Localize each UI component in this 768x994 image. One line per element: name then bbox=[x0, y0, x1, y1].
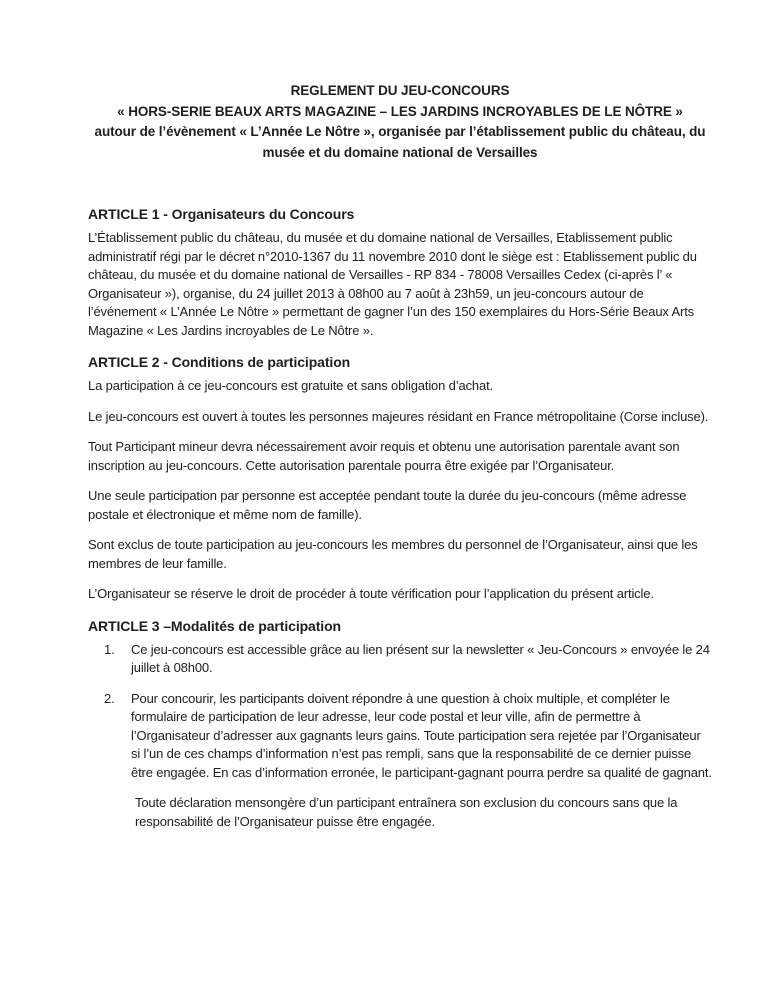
section-content bbox=[88, 229, 712, 340]
article-section-1 bbox=[88, 204, 712, 340]
paragraph: L’Organisateur se réserve le droit de procéder à toute vérification pour l’application du présent article. bbox=[88, 586, 654, 601]
article-section-2 bbox=[88, 352, 712, 604]
list-item-text: Pour concourir, les participants doivent répondre à une question à choix multiple, et compléter le formulaire de participation de leur adresse, leur code postal et leur ville, afin de permettre à l’Organisateur d’adresser aux gagnants leurs gains. Toute participation sera rejetée par l’Organisateur si l’un de ces champs d’information n’est pas rempli, sans que la responsabilité de ce dernier puisse être engagée. En cas d’information erronée, le participant-gagnant pourra perdre sa qualité de gagnant. bbox=[131, 690, 712, 780]
list-item-number: 2. bbox=[104, 690, 115, 706]
list-item bbox=[88, 690, 712, 783]
section-heading: ARTICLE 1 - Organisateurs du Concours bbox=[88, 206, 355, 222]
document-body bbox=[88, 204, 712, 831]
list-item-number: 1. bbox=[104, 641, 115, 657]
paragraph: Tout Participant mineur devra nécessairement avoir requis et obtenu une autorisation parentale avant son inscription au jeu-concours. Cette autorisation parentale pourra être exigée par l’Organisateur. bbox=[88, 439, 680, 473]
title-line-2: « HORS-SERIE BEAUX ARTS MAGAZINE – LES JARDINS INCROYABLES DE LE NÔTRE » bbox=[117, 103, 683, 119]
paragraph: Sont exclus de toute participation au jeu-concours les membres du personnel de l’Organisateur, ainsi que les membres de leur famille. bbox=[88, 537, 698, 571]
section-heading: ARTICLE 3 –Modalités de participation bbox=[88, 617, 342, 634]
paragraph: Une seule participation par personne est acceptée pendant toute la durée du jeu-concours (même adresse postale et électronique et même nom de famille). bbox=[88, 488, 687, 522]
section-content bbox=[88, 377, 712, 604]
paragraph: L’Établissement public du château, du musée et du domaine national de Versailles, Etablissement public administratif régi par le décret n°2010-1367 du 11 novembre 2010 dont le siège est : Etablissement public du château, du musée et du domaine national de Versailles - RP 834 - 78008 Versailles Cedex (ci-après l’ « Organisateur »), organise, du 24 juillet 2013 à 08h00 au 7 août à 23h59, un jeu-concours autour de l’événement « L’Année Le Nôtre » permettant de gagner l’un des 150 exemplaires du Hors-Série Beaux Arts Magazine « Les Jardins incroyables de Le Nôtre ». bbox=[88, 230, 697, 338]
paragraph: Le jeu-concours est ouvert à toutes les personnes majeures résidant en France métropolitaine (Corse incluse). bbox=[88, 408, 709, 424]
paragraph: La participation à ce jeu-concours est gratuite et sans obligation d’achat. bbox=[88, 378, 494, 393]
document-title bbox=[88, 81, 712, 163]
article-section-3 bbox=[88, 616, 712, 832]
indented-paragraph: Toute déclaration mensongère d’un participant entraînera son exclusion du concours sans que la responsabilité de l’Organisateur puisse être engagée. bbox=[135, 795, 678, 829]
title-line-3: autour de l’évènement « L’Année Le Nôtre », organisée par l’établissement public du château, du musée et du domaine national de Versailles bbox=[94, 124, 706, 160]
list-item-text: Ce jeu-concours est accessible grâce au lien présent sur la newsletter « Jeu-Concours » envoyée le 24 juillet à 08h00. bbox=[131, 641, 710, 675]
section-content bbox=[88, 641, 712, 832]
numbered-list bbox=[88, 641, 712, 783]
section-heading: ARTICLE 2 - Conditions de participation bbox=[88, 354, 351, 370]
title-line-1: REGLEMENT DU JEU-CONCOURS bbox=[290, 83, 510, 98]
list-item bbox=[88, 641, 712, 678]
